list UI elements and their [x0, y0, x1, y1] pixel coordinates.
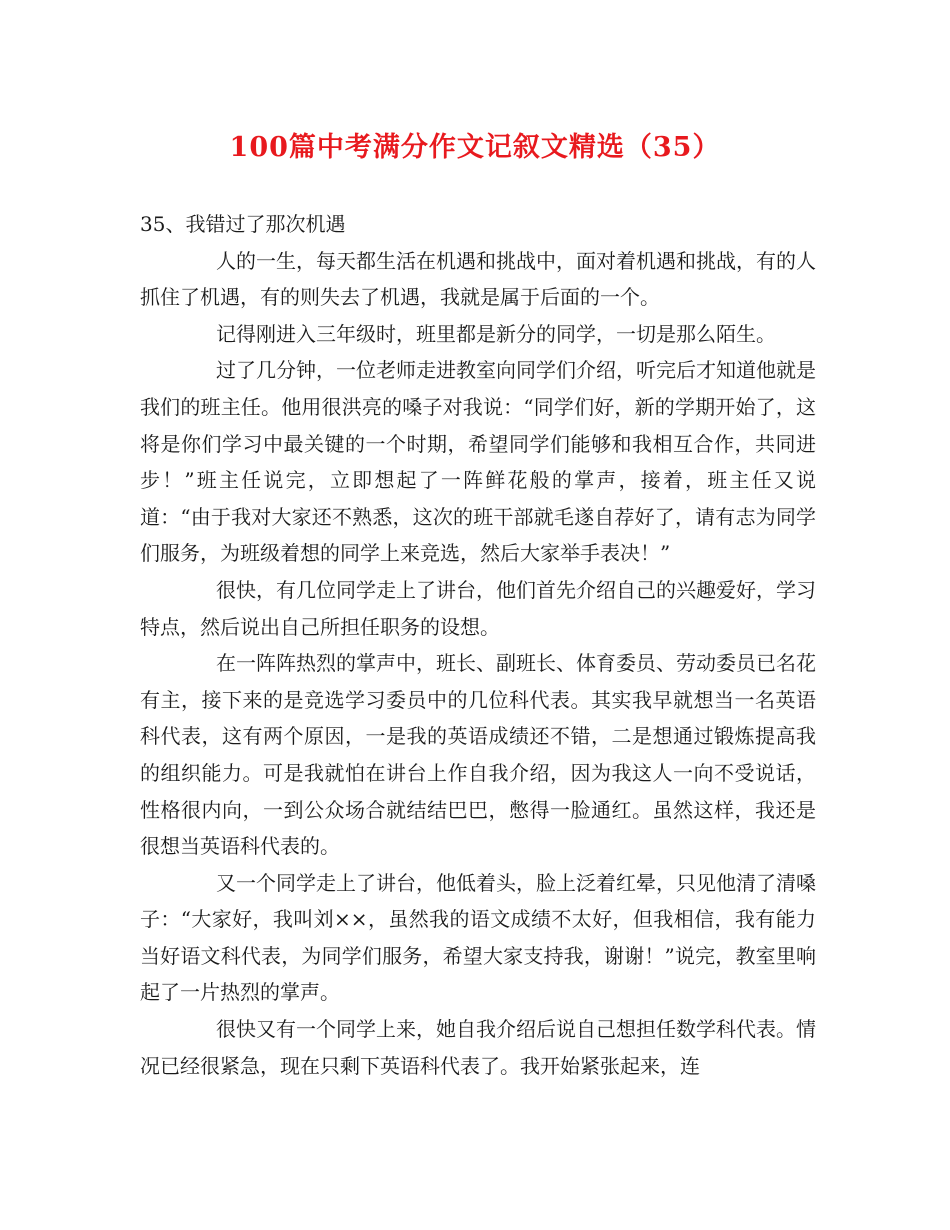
article-body — [140, 206, 816, 1084]
paragraph-2: 记得刚进入三年级时，班里都是新分的同学，一切是那么陌生。 — [216, 321, 776, 346]
paragraph-5: 在一阵阵热烈的掌声中，班长、副班长、体育委员、劳动委员已名花有主，接下来的是竞选学习委员中的几位科代表。其实我早就想当一名英语科代表，这有两个原因，一是我的英语成绩还不错，二是想通过锻炼提高我的组织能力。可是我就怕在讲台上作自我介绍，因为我这人一向不受说话，性格很内向，一到公众场合就结结巴巴，憋得一脸通红。虽然这样，我还是很想当英语科代表的。 — [140, 651, 816, 859]
document-title: 100篇中考满分作文记叙文精选（35） — [229, 132, 721, 163]
paragraph-3: 过了几分钟，一位老师走进教室向同学们介绍，听完后才知道他就是我们的班主任。他用很洪亮的嗓子对我说：“同学们好，新的学期开始了，这将是你们学习中最关键的一个时期，希望同学们能够和我相互合作，共同进步！”班主任说完，立即想起了一阵鲜花般的掌声，接着，班主任又说道：“由于我对大家还不熟悉，这次的班干部就毛遂自荐好了，请有志为同学们服务，为班级着想的同学上来竞选，然后大家举手表决！” — [140, 358, 816, 566]
article-subtitle: 35、我错过了那次机遇 — [140, 212, 346, 236]
paragraph-4: 很快，有几位同学走上了讲台，他们首先介绍自己的兴趣爱好，学习特点，然后说出自己所担任职务的设想。 — [140, 577, 816, 639]
paragraph-1: 人的一生，每天都生活在机遇和挑战中，面对着机遇和挑战，有的人抓住了机遇，有的则失去了机遇，我就是属于后面的一个。 — [140, 248, 816, 310]
paragraph-7: 很快又有一个同学上来，她自我介绍后说自己想担任数学科代表。情况已经很紧急，现在只剩下英语科代表了。我开始紧张起来，连 — [140, 1017, 816, 1078]
paragraph-6: 又一个同学走上了讲台，他低着头，脸上泛着红晕，只见他清了清嗓子：“大家好，我叫刘××，虽然我的语文成绩不太好，但我相信，我有能力当好语文科代表，为同学们服务，希望大家支持我，谢谢！”说完，教室里响起了一片热烈的掌声。 — [140, 870, 816, 1005]
